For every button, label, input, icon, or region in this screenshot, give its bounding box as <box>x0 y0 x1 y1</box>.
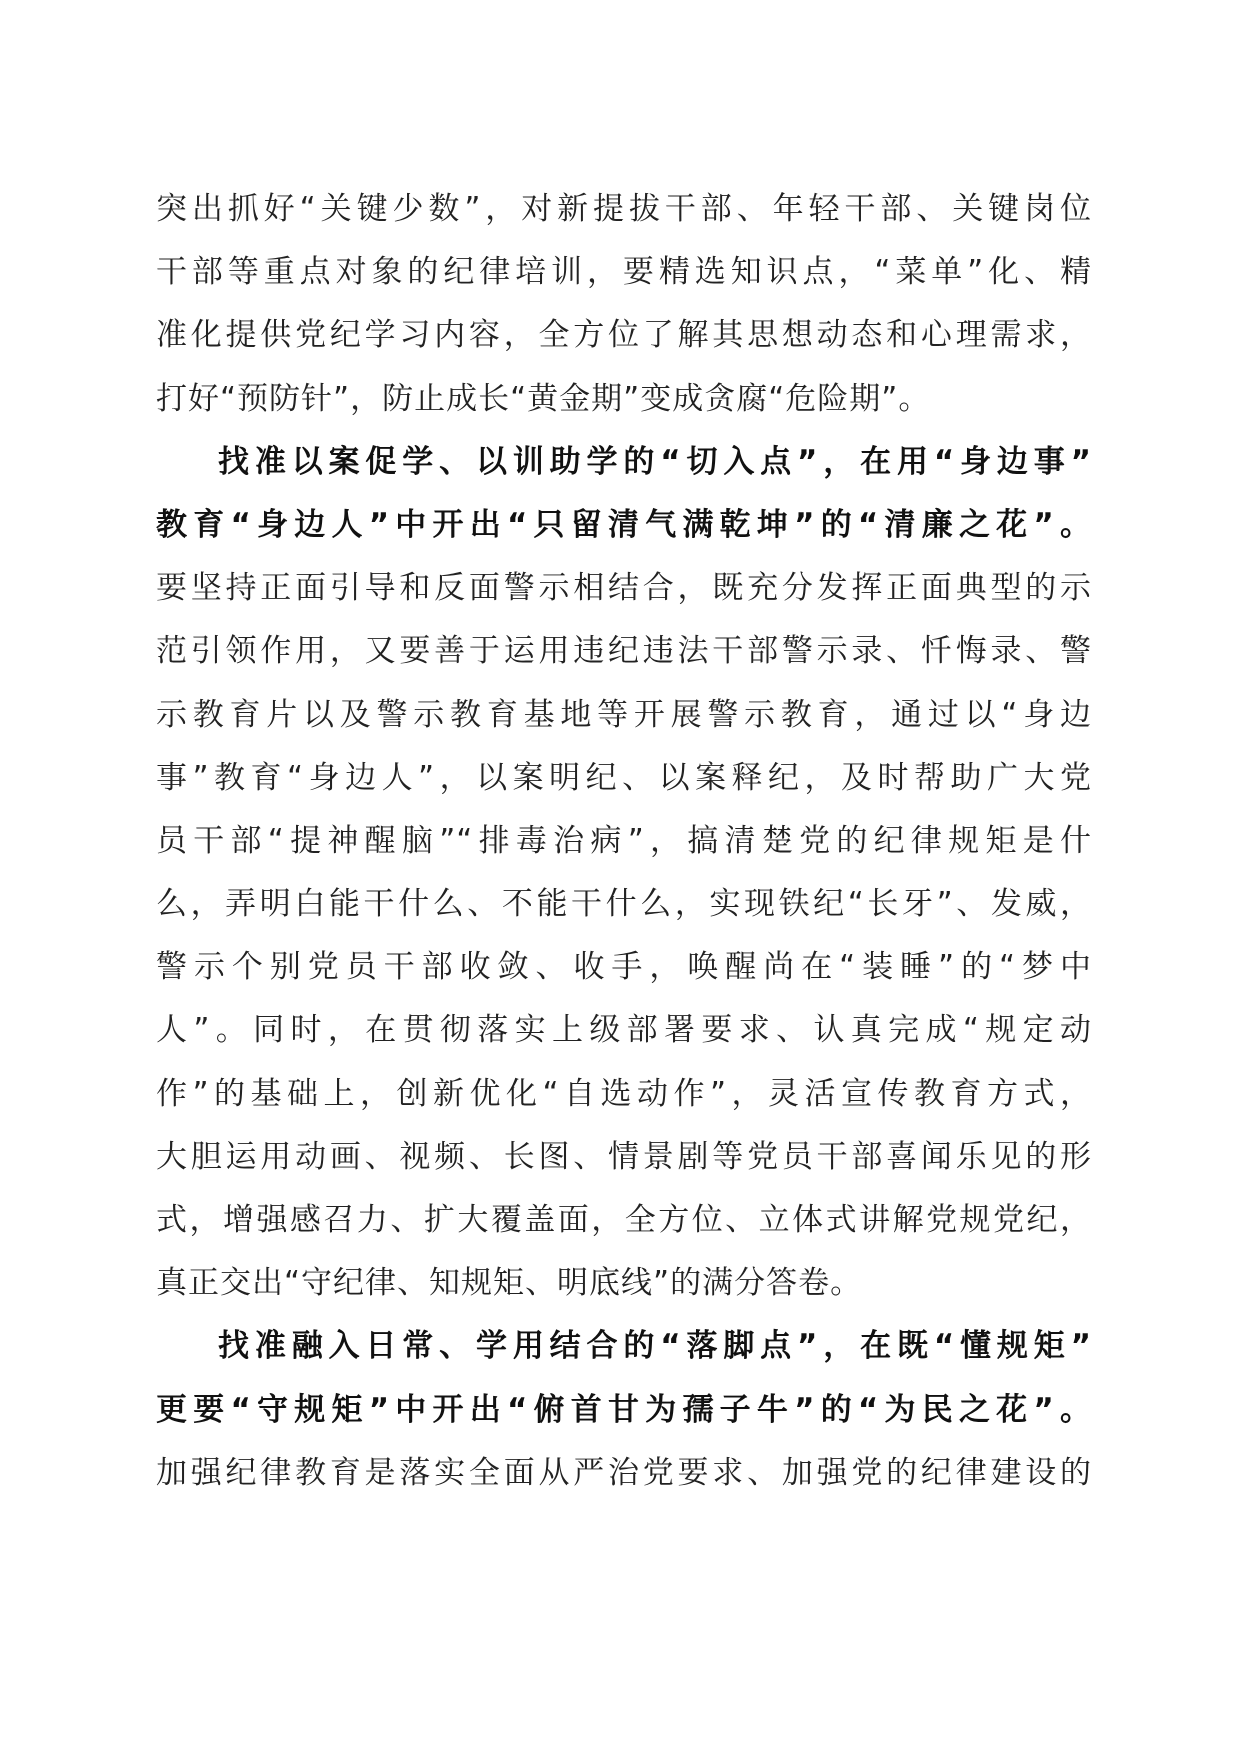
text-line: 真正交出“守纪律、知规矩、明底线”的满分答卷。 <box>156 1265 863 1302</box>
heading-line: 找准融入日常、学用结合的“落脚点”，在既“懂规矩” <box>218 1328 1092 1365</box>
heading-line: 更要“守规矩”中开出“俯首甘为孺子牛”的“为民之花”。 <box>156 1391 1092 1428</box>
heading-line: 教育“身边人”中开出“只留清气满乾坤”的“清廉之花”。 <box>156 506 1092 543</box>
text-line: 要坚持正面引导和反面警示相结合，既充分发挥正面典型的示 <box>156 570 1092 607</box>
text-line: 突出抓好“关键少数”，对新提拔干部、年轻干部、关键岗位 <box>156 191 1092 227</box>
document-body <box>156 178 1092 1505</box>
text-line: 式，增强感召力、扩大覆盖面，全方位、立体式讲解党规党纪， <box>156 1202 1092 1238</box>
text-line: 么，弄明白能干什么、不能干什么，实现铁纪“长牙”、发威， <box>156 886 1092 923</box>
paragraph-daily-integration <box>156 1315 1092 1505</box>
paragraph-key-minority <box>156 178 1092 431</box>
text-line: 警示个别党员干部收敛、收手，唤醒尚在“装睡”的“梦中 <box>156 949 1092 986</box>
text-line: 事”教育“身边人”，以案明纪、以案释纪，及时帮助广大党 <box>156 759 1092 796</box>
text-line: 示教育片以及警示教育基地等开展警示教育，通过以“身边 <box>156 696 1092 733</box>
text-line: 作”的基础上，创新优化“自选动作”，灵活宣传教育方式， <box>156 1075 1092 1112</box>
heading-line: 找准以案促学、以训助学的“切入点”，在用“身边事” <box>218 443 1092 480</box>
text-line: 准化提供党纪学习内容，全方位了解其思想动态和心理需求， <box>156 317 1092 354</box>
text-line: 加强纪律教育是落实全面从严治党要求、加强党的纪律建设的 <box>156 1454 1092 1491</box>
text-line: 大胆运用动画、视频、长图、情景剧等党员干部喜闻乐见的形 <box>156 1138 1092 1175</box>
text-line: 范引领作用，又要善于运用违纪违法干部警示录、忏悔录、警 <box>156 633 1092 670</box>
paragraph-case-learning <box>156 431 1092 1316</box>
text-line: 员干部“提神醒脑”“排毒治病”，搞清楚党的纪律规矩是什 <box>156 822 1092 859</box>
text-line: 干部等重点对象的纪律培训，要精选知识点，“菜单”化、精 <box>156 254 1092 291</box>
text-line: 人”。同时，在贯彻落实上级部署要求、认真完成“规定动 <box>156 1012 1092 1049</box>
text-line: 打好“预防针”，防止成长“黄金期”变成贪腐“危险期”。 <box>156 380 931 417</box>
